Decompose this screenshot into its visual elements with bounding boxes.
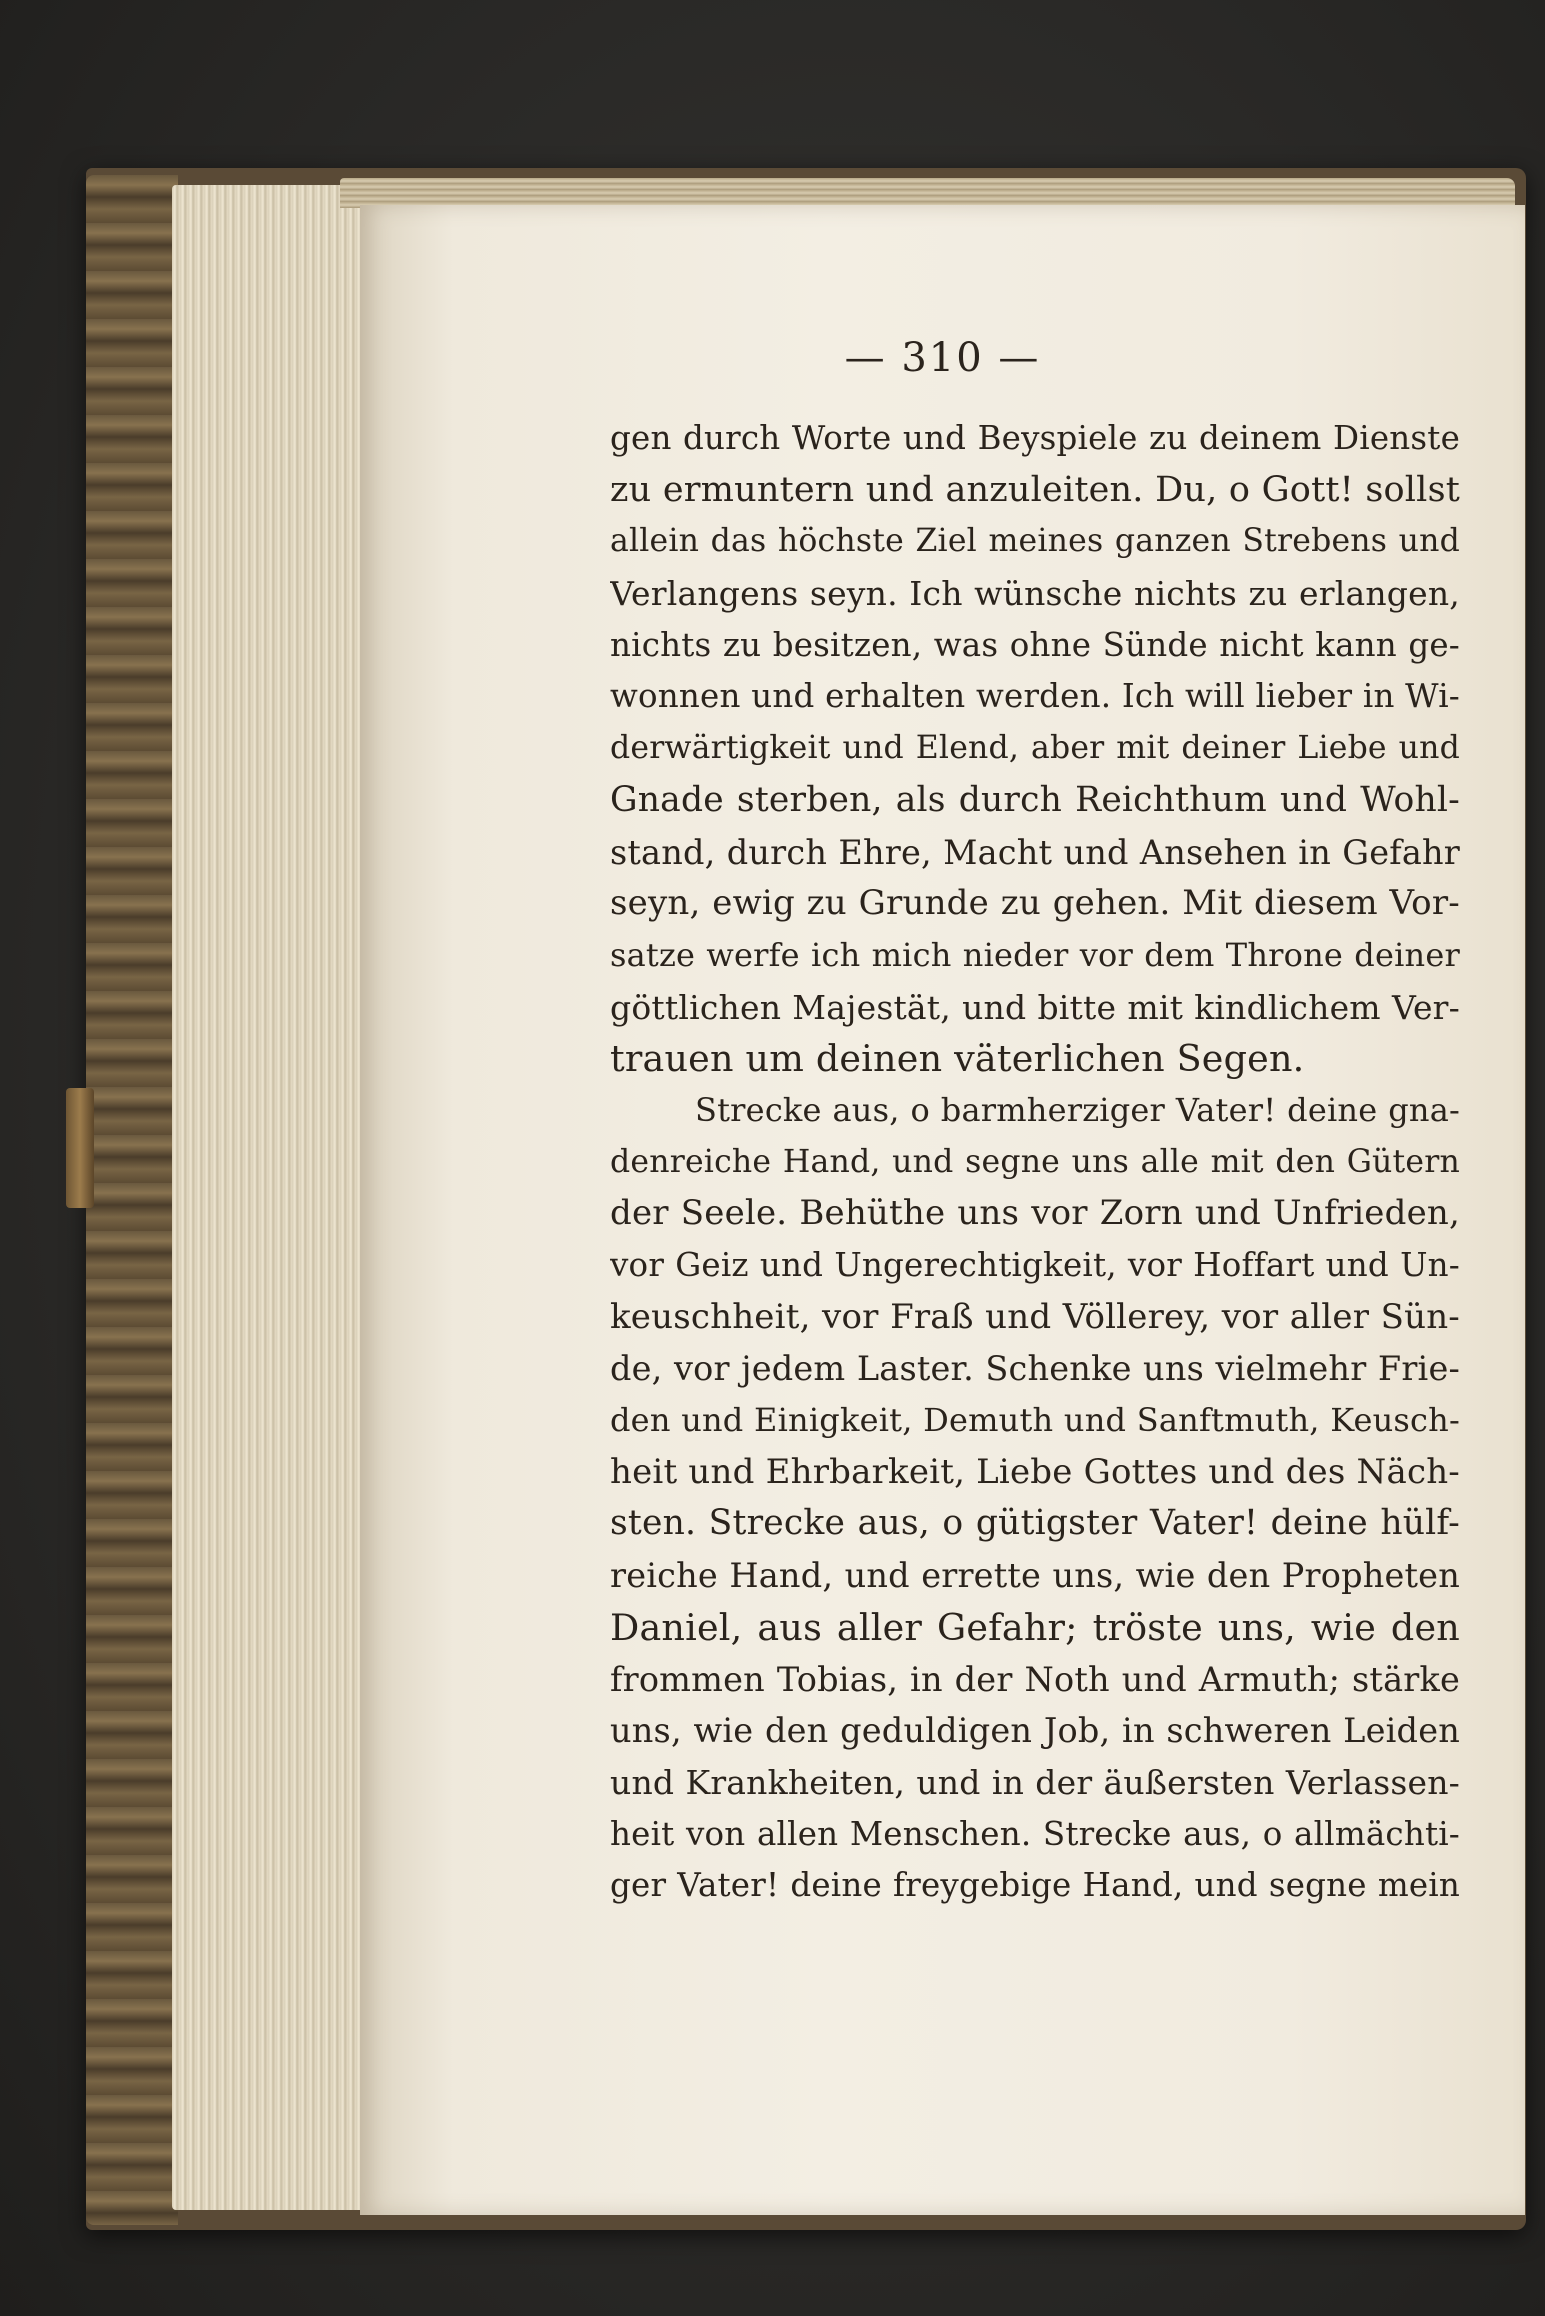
text-line: reiche Hand, und errette uns, wie den Propheten (610, 1556, 1460, 1596)
text-line: de, vor jedem Laster. Schenke uns vielmehr Frie- (610, 1349, 1460, 1389)
text-line: satze werfe ich mich nieder vor dem Throne deiner (610, 935, 1460, 974)
text-line: zu ermuntern und anzuleiten. Du, o Gott! sollst (610, 469, 1460, 510)
book-spine-ornament (86, 175, 178, 2225)
text-line: den und Einigkeit, Demuth und Sanftmuth, Keusch- (610, 1401, 1460, 1440)
text-line: stand, durch Ehre, Macht und Ansehen in Gefahr (610, 832, 1460, 872)
page-text (610, 413, 1460, 1912)
text-line: seyn, ewig zu Grunde zu gehen. Mit diesem Vor- (610, 883, 1460, 924)
text-line: göttlichen Majestät, und bitte mit kindlichem Ver- (610, 987, 1460, 1027)
text-line: heit und Ehrbarkeit, Liebe Gottes und des Näch- (610, 1451, 1460, 1492)
text-line: trauen um deinen väterlichen Segen. (610, 1037, 1305, 1081)
text-line: Daniel, aus aller Gefahr; tröste uns, wie den (610, 1605, 1460, 1649)
top-page-edges (340, 178, 1515, 208)
text-line: Verlangens seyn. Ich wünsche nichts zu erlangen, (610, 574, 1460, 614)
page-number-header: — 310 — (844, 335, 1041, 381)
text-line: der Seele. Behüthe uns vor Zorn und Unfrieden, (610, 1193, 1460, 1234)
text-line: vor Geiz und Ungerechtigkeit, vor Hoffart und Un- (610, 1246, 1460, 1284)
book-clasp (66, 1088, 94, 1208)
text-line: sten. Strecke aus, o gütigster Vater! deine hülf- (610, 1503, 1460, 1544)
text-line: derwärtigkeit und Elend, aber mit deiner Liebe und (610, 730, 1460, 767)
text-line: nichts zu besitzen, was ohne Sünde nicht kann ge- (610, 625, 1460, 664)
text-line: und Krankheiten, und in der äußersten Verlassen- (610, 1762, 1460, 1802)
text-line: ger Vater! deine freygebige Hand, und segne mein (610, 1866, 1460, 1905)
text-line: keuschheit, vor Fraß und Völlerey, vor aller Sün- (610, 1296, 1460, 1337)
text-line: gen durch Worte und Beyspiele zu deinem Dienste (610, 419, 1460, 457)
text-line: frommen Tobias, in der Noth und Armuth; stärke (610, 1659, 1460, 1699)
text-line: Gnade sterben, als durch Reichthum und Wohl- (610, 779, 1460, 820)
text-line: wonnen und erhalten werden. Ich will lieber in Wi- (610, 677, 1460, 716)
text-line: allein das höchste Ziel meines ganzen Strebens und (610, 523, 1460, 560)
text-line: uns, wie den geduldigen Job, in schweren Leiden (610, 1711, 1460, 1751)
text-line: heit von allen Menschen. Strecke aus, o allmächti- (610, 1814, 1460, 1853)
text-line: Strecke aus, o barmherziger Vater! deine gna- (695, 1090, 1460, 1129)
book-page (360, 205, 1525, 2215)
text-line: denreiche Hand, und segne uns alle mit den Gütern (610, 1143, 1460, 1180)
page-edges (172, 185, 372, 2210)
